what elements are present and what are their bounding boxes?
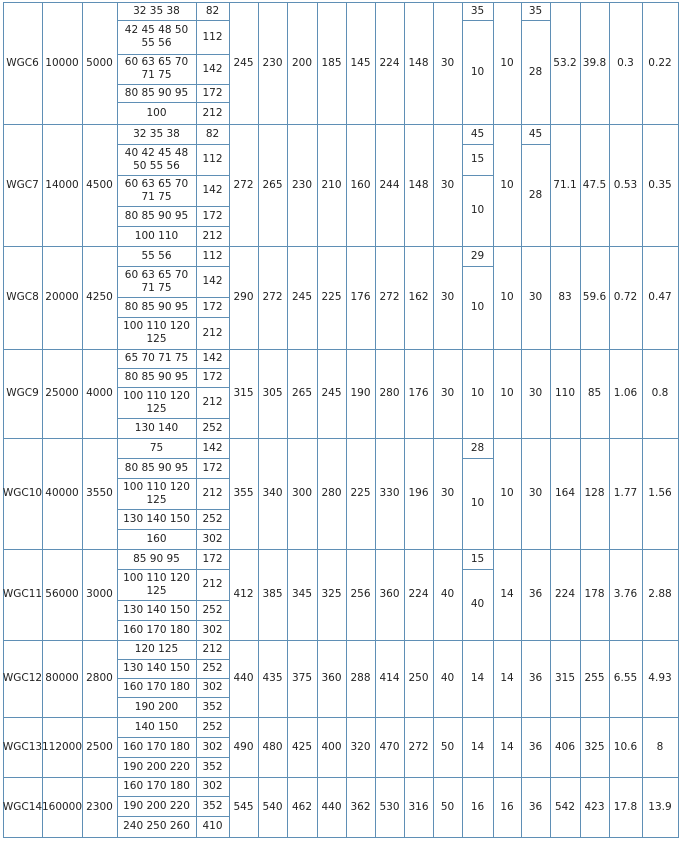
performance-cell: 1.56 — [648, 487, 672, 499]
bore-length-cell: 212 — [202, 229, 223, 242]
split-value-cell: 35 — [470, 4, 485, 17]
performance-cell: 10.6 — [613, 740, 638, 753]
dimension-cell: 340 — [262, 487, 283, 499]
dimension-cell: 300 — [291, 487, 313, 499]
dimension-cell: 414 — [379, 672, 400, 684]
bore-length-cell: 212 — [202, 578, 223, 590]
dimension-cell: 315 — [233, 387, 254, 399]
performance-cell: 3.76 — [613, 588, 638, 600]
value-cell: 3550 — [86, 487, 113, 499]
performance-cell: 2.88 — [648, 588, 672, 600]
dimension-cell: 40 — [440, 588, 455, 600]
bore-length-cell: 252 — [202, 603, 223, 616]
model-cell: WGC10 — [3, 487, 42, 499]
dimension-cell: 425 — [291, 740, 313, 753]
grid-line — [678, 2, 679, 837]
dimension-cell: 288 — [350, 672, 371, 684]
bore-length-cell: 212 — [202, 326, 223, 339]
dimension-cell: 30 — [440, 56, 455, 69]
split-value-cell: 29 — [470, 249, 485, 262]
bore-length-cell: 302 — [202, 780, 223, 792]
grid-line — [3, 837, 679, 838]
performance-cell: 0.22 — [648, 56, 672, 69]
performance-cell: 0.72 — [613, 291, 638, 303]
performance-cell: 110 — [554, 387, 576, 399]
value-cell: 4000 — [86, 387, 113, 399]
dimension-cell: 385 — [262, 588, 283, 600]
performance-cell: 0.3 — [617, 56, 634, 69]
performance-cell: 1.77 — [613, 487, 638, 499]
dimension-cell: 160 — [350, 178, 371, 191]
split-value-cell: 10 — [470, 497, 485, 509]
split-value-cell: 10 — [500, 387, 514, 399]
split-value-cell: 16 — [500, 800, 514, 813]
performance-cell: 83 — [558, 291, 572, 303]
bore-diameter-cell: 42 45 48 50 55 56 — [124, 24, 189, 49]
split-value-cell: 14 — [500, 672, 514, 684]
dimension-cell: 196 — [408, 487, 429, 499]
dimension-cell: 244 — [379, 178, 400, 191]
dimension-cell: 316 — [408, 800, 429, 813]
value-cell: 160000 — [42, 800, 82, 813]
bore-length-cell: 142 — [202, 62, 223, 75]
bore-length-cell: 172 — [202, 371, 223, 383]
performance-cell: 59.6 — [582, 291, 607, 303]
performance-cell: 0.47 — [648, 291, 672, 303]
dimension-cell: 412 — [233, 588, 254, 600]
dimension-cell: 256 — [350, 588, 371, 600]
dimension-cell: 435 — [262, 672, 283, 684]
bore-diameter-cell: 65 70 71 75 — [124, 352, 189, 364]
dimension-cell: 50 — [440, 740, 455, 753]
dimension-cell: 210 — [321, 178, 342, 191]
dimension-cell: 290 — [233, 291, 254, 303]
performance-cell: 0.8 — [651, 387, 669, 399]
dimension-cell: 225 — [321, 291, 342, 303]
bore-diameter-cell: 100 110 120 125 — [123, 389, 190, 415]
split-value-cell: 36 — [528, 800, 543, 813]
split-value-cell: 14 — [500, 588, 514, 600]
split-value-cell: 30 — [528, 387, 543, 399]
bore-diameter-cell: 190 200 220 — [123, 760, 190, 773]
model-cell: WGC13 — [3, 740, 42, 753]
bore-length-cell: 252 — [202, 662, 223, 674]
dimension-cell: 470 — [379, 740, 400, 753]
dimension-cell: 162 — [408, 291, 429, 303]
bore-diameter-cell: 60 63 65 70 71 75 — [124, 177, 189, 203]
dimension-cell: 320 — [350, 740, 371, 753]
dimension-cell: 230 — [291, 178, 313, 191]
performance-cell: 4.93 — [648, 672, 672, 684]
dimension-cell: 545 — [233, 800, 254, 813]
dimension-cell: 50 — [440, 800, 455, 813]
dimension-cell: 280 — [379, 387, 400, 399]
performance-cell: 47.5 — [582, 178, 607, 191]
split-value-cell: 10 — [500, 56, 514, 69]
bore-diameter-cell: 100 — [146, 106, 167, 119]
bore-length-cell: 302 — [202, 623, 223, 636]
performance-cell: 423 — [584, 800, 605, 813]
dimension-cell: 185 — [321, 56, 342, 69]
dimension-cell: 245 — [321, 387, 342, 399]
dimension-cell: 490 — [233, 740, 254, 753]
performance-cell: 128 — [584, 487, 605, 499]
dimension-cell: 40 — [440, 672, 455, 684]
dimension-cell: 355 — [233, 487, 254, 499]
bore-diameter-cell: 130 140 150 — [123, 512, 190, 525]
model-cell: WGC9 — [6, 387, 39, 399]
dimension-cell: 245 — [233, 56, 254, 69]
dimension-cell: 30 — [440, 487, 455, 499]
bore-diameter-cell: 32 35 38 — [133, 127, 180, 140]
dimension-cell: 176 — [408, 387, 429, 399]
split-value-cell: 15 — [470, 552, 485, 565]
bore-length-cell: 82 — [205, 4, 220, 17]
dimension-cell: 280 — [321, 487, 342, 499]
performance-cell: 542 — [554, 800, 576, 813]
performance-cell: 85 — [587, 387, 602, 399]
bore-length-cell: 142 — [202, 352, 223, 364]
bore-length-cell: 112 — [202, 30, 223, 43]
split-value-cell: 35 — [528, 4, 543, 17]
dimension-cell: 272 — [262, 291, 283, 303]
dimension-cell: 190 — [350, 387, 371, 399]
bore-diameter-cell: 85 90 95 — [133, 552, 180, 565]
bore-length-cell: 142 — [202, 184, 223, 196]
performance-cell: 0.35 — [648, 178, 672, 191]
bore-length-cell: 172 — [202, 461, 223, 474]
bore-diameter-cell: 160 170 180 — [123, 623, 190, 636]
dimension-cell: 360 — [321, 672, 342, 684]
dimension-cell: 272 — [379, 291, 400, 303]
dimension-cell: 272 — [408, 740, 429, 753]
bore-diameter-cell: 32 35 38 — [133, 4, 180, 17]
performance-cell: 17.8 — [613, 800, 638, 813]
bore-diameter-cell: 100 110 120 125 — [123, 571, 190, 597]
bore-length-cell: 252 — [202, 512, 223, 525]
value-cell: 4250 — [86, 291, 113, 303]
dimension-cell: 176 — [350, 291, 371, 303]
bore-length-cell: 212 — [202, 106, 223, 119]
bore-diameter-cell: 160 — [146, 532, 167, 545]
dimension-cell: 225 — [350, 487, 371, 499]
bore-length-cell: 302 — [202, 681, 223, 693]
dimension-cell: 440 — [321, 800, 342, 813]
dimension-cell: 250 — [408, 672, 429, 684]
performance-cell: 315 — [554, 672, 576, 684]
bore-diameter-cell: 190 200 — [134, 700, 179, 713]
bore-length-cell: 252 — [202, 720, 223, 733]
performance-cell: 1.06 — [613, 387, 638, 399]
performance-cell: 224 — [554, 588, 576, 600]
bore-length-cell: 112 — [202, 249, 223, 262]
bore-diameter-cell: 100 110 120 125 — [123, 480, 190, 506]
bore-diameter-cell: 80 85 90 95 — [124, 371, 189, 383]
performance-cell: 6.55 — [613, 672, 638, 684]
bore-diameter-cell: 80 85 90 95 — [124, 300, 189, 313]
bore-length-cell: 172 — [202, 209, 223, 222]
bore-length-cell: 142 — [202, 441, 223, 454]
bore-diameter-cell: 80 85 90 95 — [124, 209, 189, 222]
value-cell: 10000 — [45, 56, 79, 69]
bore-diameter-cell: 130 140 150 — [123, 603, 190, 616]
split-value-cell: 30 — [528, 487, 543, 499]
bore-length-cell: 212 — [202, 643, 223, 655]
split-value-cell: 30 — [528, 291, 543, 303]
performance-cell: 39.8 — [582, 56, 607, 69]
split-value-cell: 14 — [470, 672, 485, 684]
bore-diameter-cell: 60 63 65 70 71 75 — [124, 268, 189, 294]
split-value-cell: 14 — [500, 740, 514, 753]
performance-cell: 8 — [656, 740, 664, 753]
value-cell: 20000 — [45, 291, 79, 303]
dimension-cell: 330 — [379, 487, 400, 499]
bore-length-cell: 172 — [202, 300, 223, 313]
performance-cell: 0.53 — [613, 178, 638, 191]
value-cell: 40000 — [45, 487, 79, 499]
bore-length-cell: 82 — [205, 127, 220, 140]
dimension-cell: 530 — [379, 800, 400, 813]
dimension-cell: 360 — [379, 588, 400, 600]
performance-cell: 71.1 — [553, 178, 577, 191]
performance-cell: 164 — [554, 487, 576, 499]
value-cell: 2500 — [86, 740, 113, 753]
model-cell: WGC14 — [3, 800, 42, 813]
bore-diameter-cell: 140 150 — [134, 720, 179, 733]
split-value-cell: 10 — [500, 487, 514, 499]
bore-length-cell: 352 — [202, 799, 223, 812]
value-cell: 5000 — [86, 56, 113, 69]
split-value-cell: 10 — [470, 301, 485, 313]
bore-diameter-cell: 55 56 — [141, 249, 172, 262]
model-cell: WGC12 — [3, 672, 42, 684]
bore-diameter-cell: 160 170 180 — [123, 780, 190, 792]
dimension-cell: 540 — [262, 800, 283, 813]
bore-length-cell: 212 — [202, 487, 223, 499]
bore-length-cell: 172 — [202, 86, 223, 99]
value-cell: 3000 — [86, 588, 113, 600]
bore-diameter-cell: 130 140 150 — [123, 662, 190, 674]
split-value-cell: 10 — [500, 291, 514, 303]
split-value-cell: 36 — [528, 588, 543, 600]
split-value-cell: 36 — [528, 672, 543, 684]
value-cell: 2800 — [86, 672, 113, 684]
dimension-cell: 305 — [262, 387, 283, 399]
model-cell: WGC7 — [6, 178, 39, 191]
split-value-cell: 10 — [500, 178, 514, 191]
value-cell: 25000 — [45, 387, 79, 399]
dimension-cell: 230 — [262, 56, 283, 69]
dimension-cell: 400 — [321, 740, 342, 753]
dimension-cell: 245 — [291, 291, 313, 303]
value-cell: 80000 — [45, 672, 79, 684]
performance-cell: 255 — [584, 672, 605, 684]
performance-cell: 178 — [584, 588, 605, 600]
bore-length-cell: 410 — [202, 820, 223, 832]
split-value-cell: 10 — [470, 387, 485, 399]
dimension-cell: 30 — [440, 291, 455, 303]
bore-length-cell: 112 — [202, 153, 223, 165]
bore-diameter-cell: 160 170 180 — [123, 740, 190, 753]
dimension-cell: 265 — [262, 178, 283, 191]
dimension-cell: 30 — [440, 387, 455, 399]
bore-length-cell: 212 — [202, 396, 223, 408]
split-value-cell: 36 — [528, 740, 543, 753]
value-cell: 112000 — [42, 740, 82, 753]
dimension-cell: 148 — [408, 56, 429, 69]
split-value-cell: 28 — [470, 441, 485, 454]
dimension-cell: 480 — [262, 740, 283, 753]
value-cell: 2300 — [86, 800, 113, 813]
dimension-cell: 440 — [233, 672, 254, 684]
split-value-cell: 16 — [470, 800, 485, 813]
dimension-cell: 200 — [291, 56, 313, 69]
bore-diameter-cell: 120 125 — [134, 643, 179, 655]
value-cell: 14000 — [45, 178, 79, 191]
bore-diameter-cell: 160 170 180 — [123, 681, 190, 693]
split-value-cell: 40 — [470, 598, 485, 610]
bore-diameter-cell: 80 85 90 95 — [124, 461, 189, 474]
bore-diameter-cell: 190 200 220 — [123, 799, 190, 812]
model-cell: WGC8 — [6, 291, 39, 303]
bore-length-cell: 302 — [202, 532, 223, 545]
bore-length-cell: 142 — [202, 275, 223, 287]
bore-length-cell: 352 — [202, 700, 223, 713]
split-value-cell: 15 — [470, 153, 485, 165]
split-value-cell: 45 — [470, 127, 485, 140]
dimension-cell: 265 — [291, 387, 313, 399]
dimension-cell: 375 — [291, 672, 313, 684]
dimension-cell: 462 — [291, 800, 313, 813]
bore-diameter-cell: 80 85 90 95 — [124, 86, 189, 99]
bore-diameter-cell: 40 42 45 48 50 55 56 — [124, 146, 189, 172]
performance-cell: 53.2 — [553, 56, 577, 69]
dimension-cell: 362 — [350, 800, 371, 813]
dimension-cell: 145 — [350, 56, 371, 69]
performance-cell: 13.9 — [648, 800, 672, 813]
bore-diameter-cell: 130 140 — [134, 421, 179, 434]
split-value-cell: 28 — [528, 65, 543, 78]
bore-diameter-cell: 60 63 65 70 71 75 — [124, 56, 189, 81]
bore-diameter-cell: 240 250 260 — [123, 820, 190, 832]
split-value-cell: 10 — [470, 65, 485, 78]
performance-cell: 325 — [584, 740, 605, 753]
bore-diameter-cell: 75 — [149, 441, 164, 454]
dimension-cell: 224 — [379, 56, 400, 69]
performance-cell: 406 — [554, 740, 576, 753]
model-cell: WGC6 — [6, 56, 39, 69]
split-value-cell: 45 — [528, 127, 543, 140]
bore-diameter-cell: 100 110 — [134, 229, 179, 242]
split-value-cell: 10 — [470, 204, 485, 216]
split-value-cell: 28 — [528, 188, 543, 201]
bore-length-cell: 172 — [202, 552, 223, 565]
split-value-cell: 14 — [470, 740, 485, 753]
bore-length-cell: 302 — [202, 740, 223, 753]
model-cell: WGC11 — [3, 588, 42, 600]
dimension-cell: 148 — [408, 178, 429, 191]
bore-diameter-cell: 100 110 120 125 — [123, 320, 190, 345]
dimension-cell: 30 — [440, 178, 455, 191]
value-cell: 56000 — [45, 588, 79, 600]
dimension-cell: 272 — [233, 178, 254, 191]
bore-length-cell: 352 — [202, 760, 223, 773]
dimension-cell: 345 — [291, 588, 313, 600]
bore-length-cell: 252 — [202, 421, 223, 434]
dimension-cell: 224 — [408, 588, 429, 600]
value-cell: 4500 — [86, 178, 113, 191]
dimension-cell: 325 — [321, 588, 342, 600]
